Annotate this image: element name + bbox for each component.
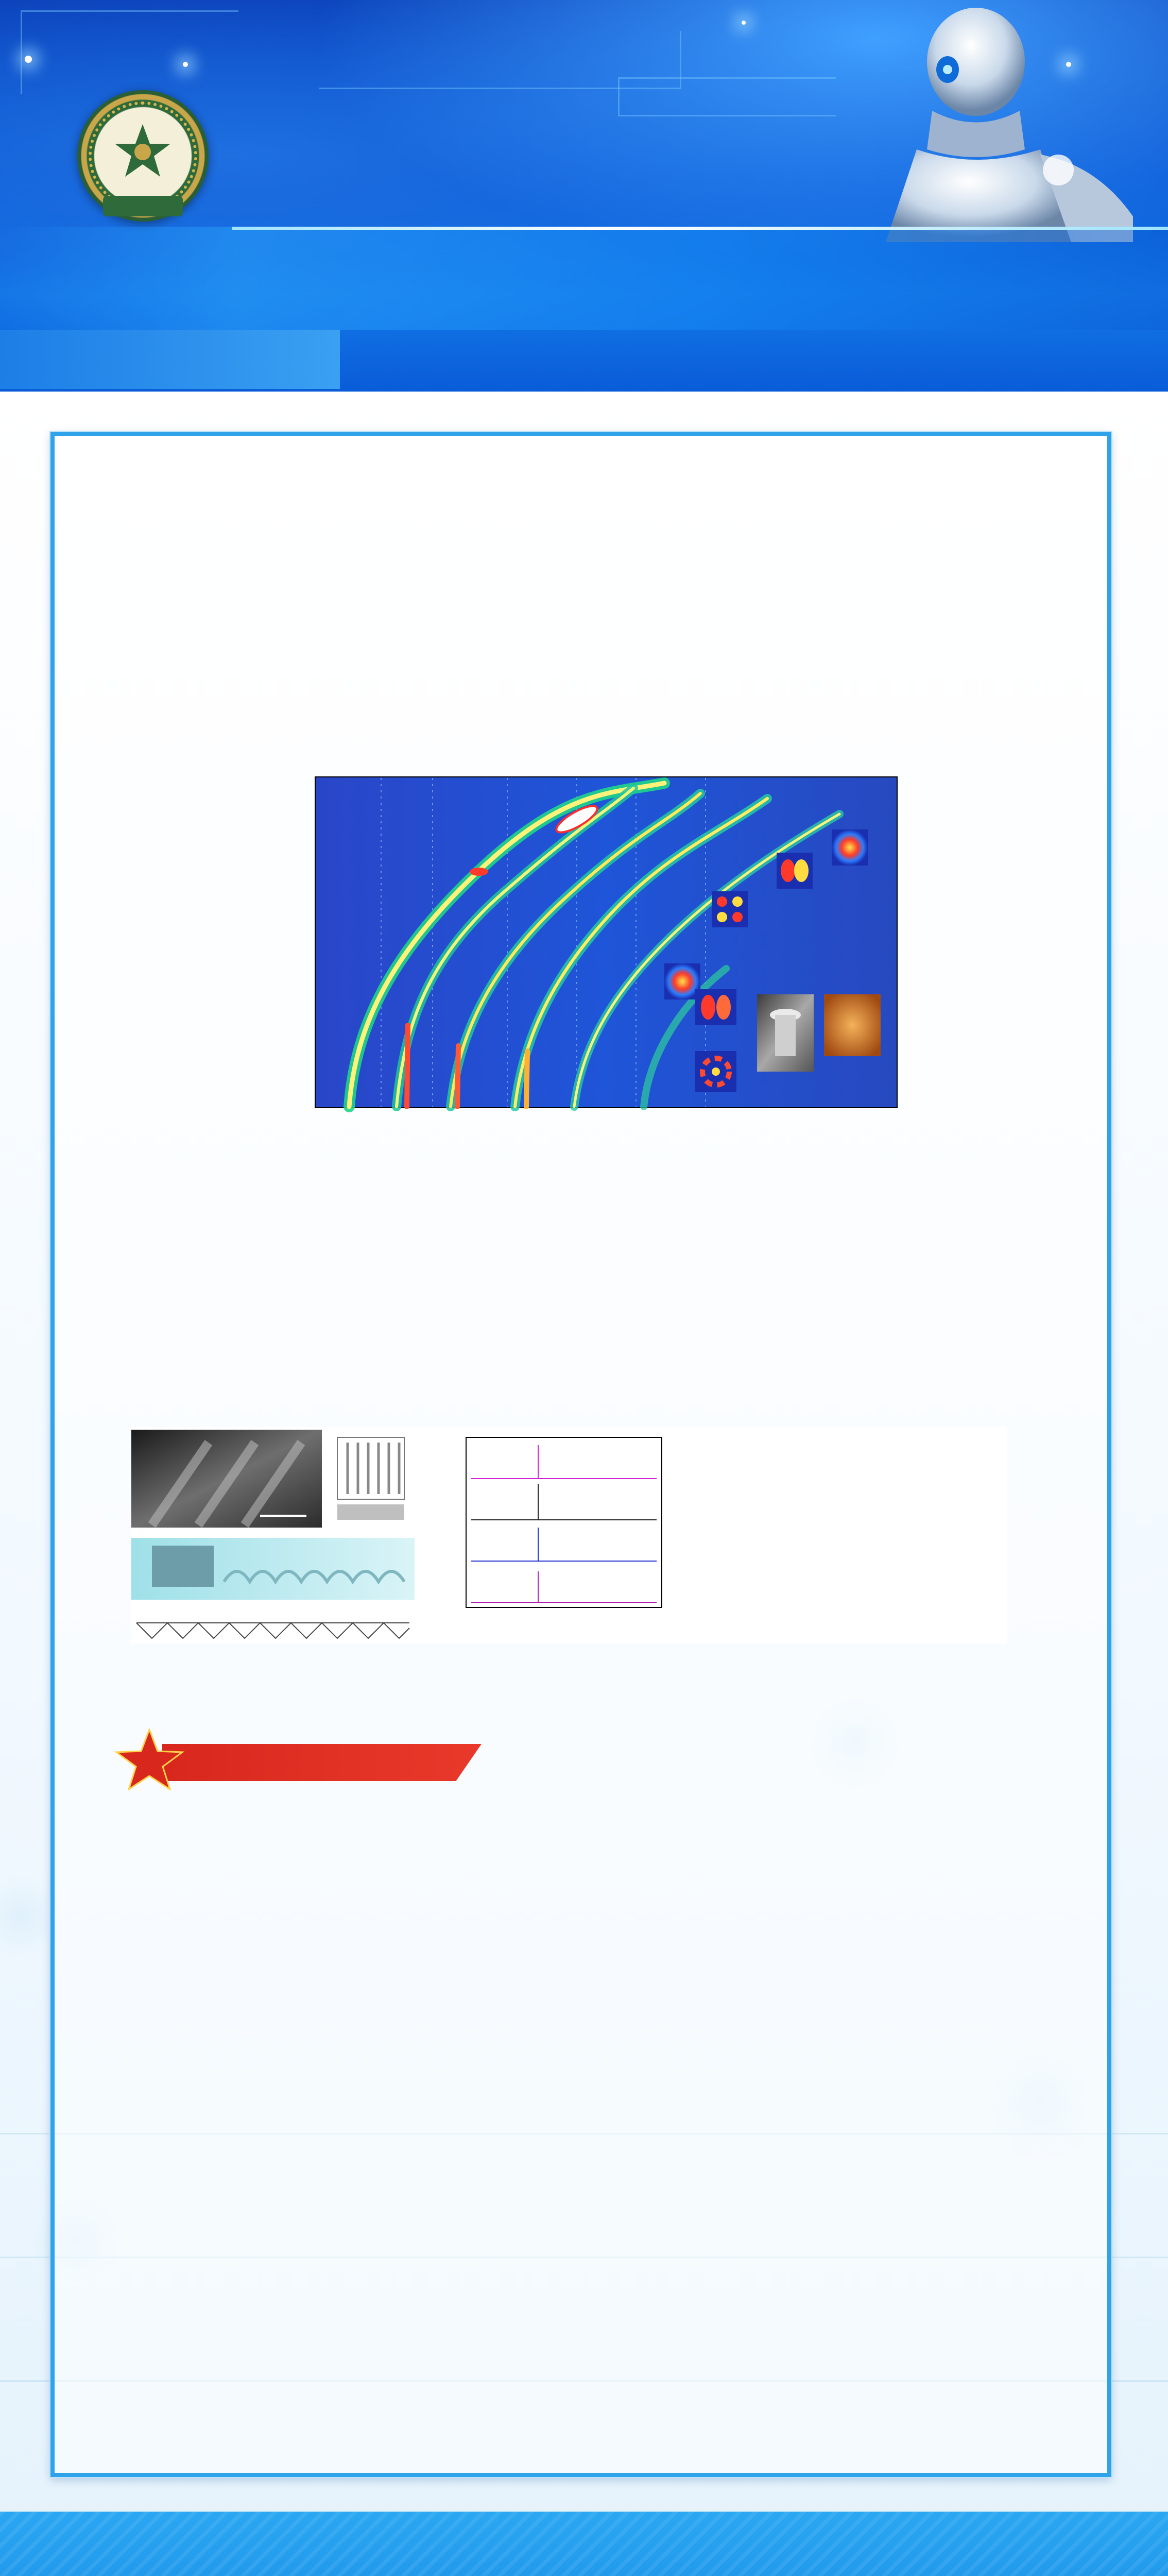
figure-microcavity-spectra [273,737,927,1170]
section3-line-1 [202,550,1077,602]
section-band [162,1744,482,1781]
section4-line-1 [202,1296,1077,1348]
application-line-7 [202,2177,1077,2228]
application-section-header [113,1728,484,1790]
slogan [250,120,950,181]
fiber-array-schematic [337,1437,404,1520]
footer-bar [0,2512,1168,2576]
emblem-ribbon [103,196,183,216]
figure-fiber-coupling [131,1427,1007,1643]
title-band-accent [0,330,340,389]
application-line-5 [202,2060,1077,2112]
application-line-2 [135,1886,1010,1937]
application-line-8 [135,2235,1010,2286]
section4-line-2 [135,1354,1010,1406]
section4-heading [202,1238,1046,1290]
section3-line-3 [135,667,1010,718]
figure2-caption [131,1649,1007,1680]
application-line-3 [202,1944,1077,1995]
figure1-caption [273,1176,927,1207]
emblem-star-icon [113,121,173,180]
section3-line-2 [135,608,1062,660]
application-line-4 [135,2002,1010,2054]
section3-heading [202,492,1046,544]
header-banner [0,0,1168,392]
red-star-icon [113,1728,185,1790]
university-emblem [77,90,209,222]
application-line-6 [135,2119,1010,2170]
application-line-1 [202,1827,1077,1879]
exhibition-title [268,242,1143,319]
